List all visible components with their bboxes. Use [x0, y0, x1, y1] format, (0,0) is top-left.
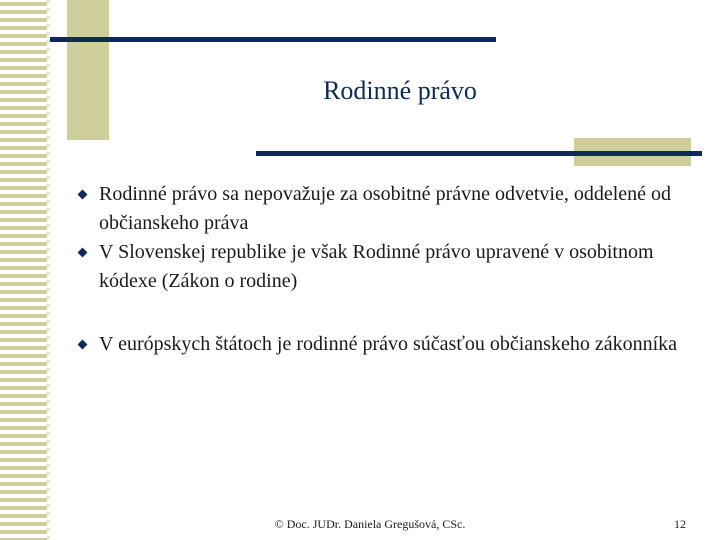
bullet-item	[78, 180, 688, 238]
navy-accent-bar-right	[256, 151, 702, 156]
bullet-text: Rodinné právo sa nepovažuje za osobitné právne odvetvie, oddelené od občianskeho práva	[99, 183, 672, 234]
bullet-text: V európskych štátoch je rodinné právo súčasťou občianskeho zákonníka	[99, 333, 678, 355]
tan-accent-block-top	[67, 0, 109, 140]
left-stripe-decoration	[0, 0, 50, 540]
page-number: 12	[674, 517, 686, 531]
footer-author: © Doc. JUDr. Daniela Gregušová, CSc.	[274, 517, 466, 531]
bullet-item	[78, 330, 688, 359]
navy-accent-bar-top	[50, 37, 496, 42]
diamond-bullet-icon	[78, 190, 88, 200]
bullet-item	[78, 238, 688, 296]
bullet-list	[78, 180, 688, 359]
slide-title: Rodinné právo	[323, 76, 477, 105]
diamond-bullet-icon	[78, 248, 88, 258]
diamond-bullet-icon	[78, 340, 88, 350]
bullet-text: V Slovenskej republike je však Rodinné právo upravené v osobitnom kódexe (Zákon o rodine)	[99, 241, 654, 292]
